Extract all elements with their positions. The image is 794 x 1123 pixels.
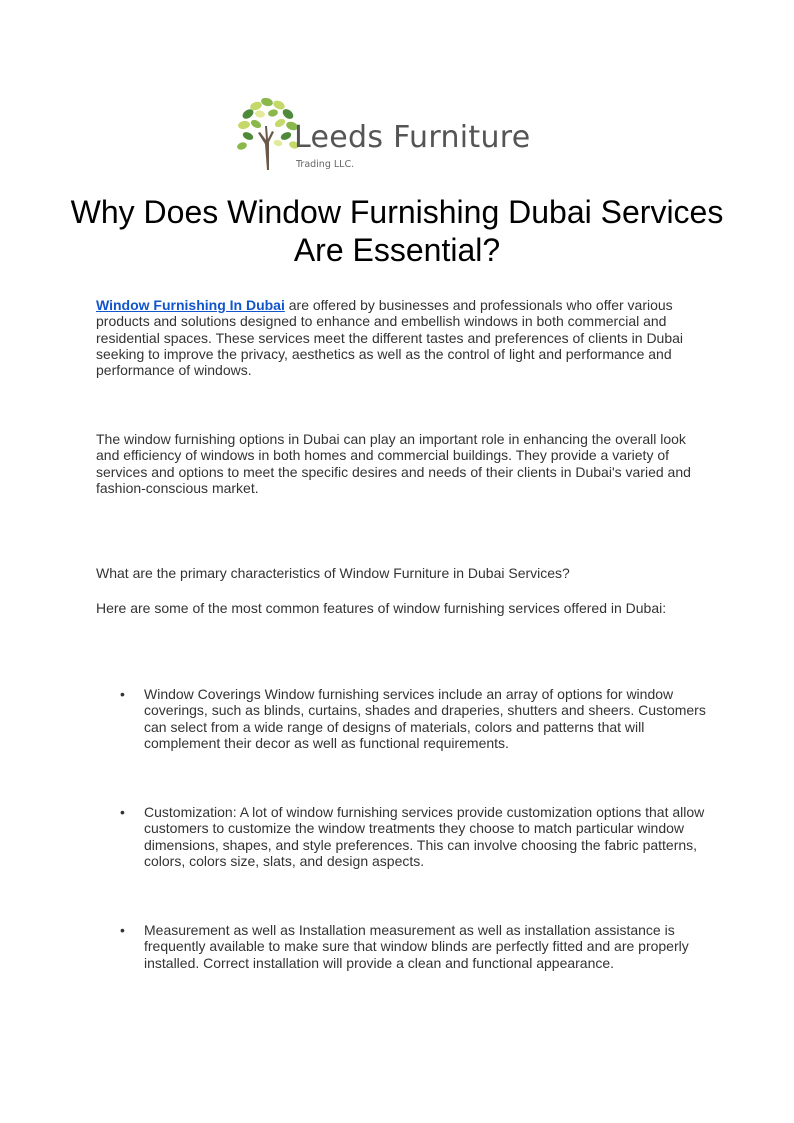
bullet: •: [120, 686, 125, 702]
tree-icon: [236, 96, 300, 172]
list-item-text: Customization: A lot of window furnishing services provide customization options that allow customers to customize the window treatments they choose to match particular window dimensions, shapes, and style preferences. This can involve choosing the fabric patterns, colors, colors size, slats, and design aspects.: [144, 804, 705, 869]
list-item: [96, 804, 708, 869]
list-item: [96, 686, 708, 751]
intro-text: are offered by businesses and professionals who offer various products and solutions designed to enhance and embellish windows in both commercial and residential spaces. These services meet the different tastes and preferences of clients in Dubai seeking to improve the privacy, aesthetics as well as the control of light and performance and performance of windows.: [96, 297, 684, 379]
intro-paragraph: [96, 297, 708, 378]
overview-paragraph: The window furnishing options in Dubai can play an important role in enhancing the overall look and efficiency of windows in both homes and commercial buildings. They provide a variety of services and options to meet the specific desires and needs of their clients in Dubai's varied and fashion-conscious market.: [96, 431, 691, 496]
bullet: •: [120, 804, 125, 820]
brand-name: Leeds Furniture: [294, 120, 531, 155]
company-logo: [236, 96, 556, 176]
window-furnishing-link[interactable]: Window Furnishing In Dubai: [96, 297, 285, 313]
page-title: Why Does Window Furnishing Dubai Services Are Essential?: [70, 194, 724, 268]
list-item: [96, 922, 708, 971]
question-heading: What are the primary characteristics of Window Furniture in Dubai Services?: [96, 565, 570, 581]
lead-in-paragraph: Here are some of the most common features of window furnishing services offered in Dubai:: [96, 600, 667, 616]
brand-subtitle: Trading LLC.: [296, 159, 355, 170]
list-item-text: Window Coverings Window furnishing services include an array of options for window coverings, such as blinds, curtains, shades and draperies, shutters and sheers. Customers can select from a wide range of designs of materials, colors and patterns that will complement their decor as well as functional requirements.: [144, 686, 706, 751]
bullet: •: [120, 922, 125, 938]
list-item-text: Measurement as well as Installation measurement as well as installation assistance is frequently available to make sure that window blinds are perfectly fitted and are properly installed. Correct installation will provide a clean and functional appearance.: [144, 922, 689, 971]
